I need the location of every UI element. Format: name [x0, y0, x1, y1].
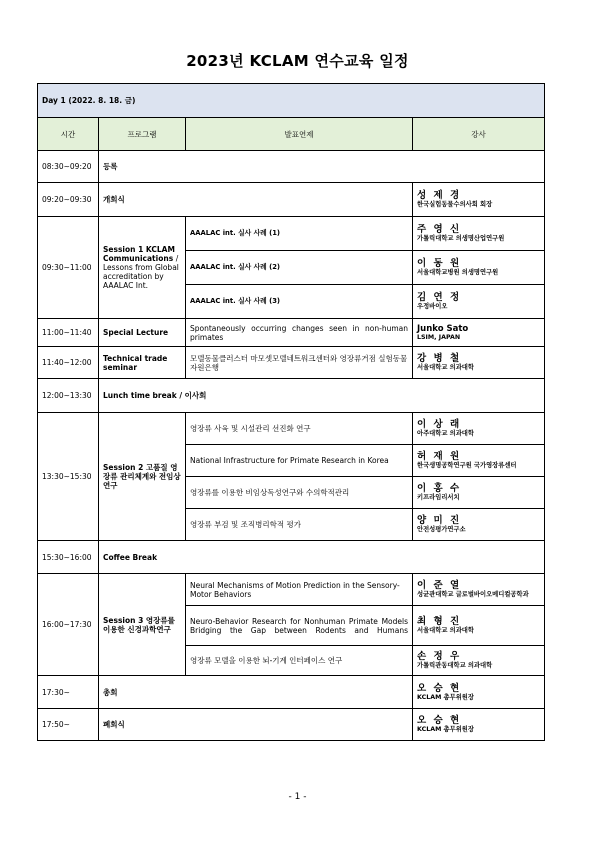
topic-cell: AAALAC int. 실사 사례 (1) [186, 217, 413, 251]
topic-cell: 영장류 부검 및 조직병리학적 평가 [186, 509, 413, 541]
header-topic: 발표연제 [186, 118, 413, 151]
speaker-cell [413, 285, 545, 319]
program-cell: 총회 [99, 676, 413, 709]
header-time: 시간 [38, 118, 99, 151]
time-cell: 17:50~ [38, 709, 99, 741]
speaker-affiliation: 아주대학교 의과대학 [417, 430, 474, 437]
table-row [38, 183, 545, 217]
program-cell: 개회식 [99, 183, 413, 217]
speaker-name: 이 준 열 [417, 580, 462, 591]
speaker-name: 김 연 정 [417, 292, 462, 303]
speaker-cell [413, 445, 545, 477]
speaker-affiliation: 한국생명공학연구원 국가영장류센터 [417, 462, 517, 469]
time-cell: 09:20~09:30 [38, 183, 99, 217]
time-cell: 17:30~ [38, 676, 99, 709]
program-cell: 등록 [99, 151, 545, 183]
speaker-affiliation: 서울대학교병원 의생명연구원 [417, 269, 499, 276]
table-row [38, 709, 545, 741]
topic-cell: AAALAC int. 실사 사례 (2) [186, 251, 413, 285]
table-row [38, 541, 545, 574]
speaker-cell [413, 477, 545, 509]
speaker-name: 오 승 현 [417, 715, 462, 726]
day-label: Day 1 (2022. 8. 18. 금) [38, 84, 545, 118]
speaker-affiliation: 한국실험동물수의사회 회장 [417, 201, 493, 208]
table-row [38, 319, 545, 347]
speaker-name: 오 승 현 [417, 682, 462, 694]
speaker-affiliation: KCLAM 총무위원장 [417, 693, 474, 701]
program-cell: Session 2 고품질 영장류 관리체계와 전임상연구 [99, 413, 186, 541]
time-cell: 15:30~16:00 [38, 541, 99, 574]
program-cell: Lunch time break / 이사회 [99, 379, 545, 413]
speaker-cell [413, 183, 545, 217]
topic-cell: National Infrastructure for Primate Research in Korea [186, 445, 413, 477]
time-cell: 08:30~09:20 [38, 151, 99, 183]
speaker-cell [413, 646, 545, 676]
table-row [38, 379, 545, 413]
speaker-cell [413, 251, 545, 285]
speaker-name: 이 상 래 [417, 419, 462, 430]
speaker-name: 강 병 철 [417, 353, 462, 364]
speaker-cell [413, 413, 545, 445]
table-row [38, 347, 545, 379]
session-title: Session 1 KCLAM Communications [103, 245, 175, 263]
speaker-name: 주 영 신 [417, 224, 462, 235]
table-row [38, 676, 545, 709]
time-cell: 09:30~11:00 [38, 217, 99, 319]
day-row [38, 84, 545, 118]
speaker-name: Junko Sato [417, 324, 469, 334]
speaker-affiliation: LSIM, JAPAN [417, 334, 461, 341]
speaker-cell [413, 509, 545, 541]
time-cell: 16:00~17:30 [38, 574, 99, 676]
page-number: - 1 - [288, 792, 307, 802]
program-cell: Technical trade seminar [99, 347, 186, 379]
header-speaker: 강사 [413, 118, 545, 151]
speaker-affiliation: 우정바이오 [417, 303, 448, 310]
speaker-cell [413, 709, 545, 741]
program-cell: 폐회식 [99, 709, 413, 741]
page-title: 2023년 KCLAM 연수교육 일정 [186, 52, 409, 70]
topic-cell: 영장류를 이용한 비임상독성연구와 수의학적관리 [186, 477, 413, 509]
time-cell: 12:00~13:30 [38, 379, 99, 413]
time-cell: 11:00~11:40 [38, 319, 99, 347]
session-subtitle: / Lessons from Global accreditation by AAALAC Int. [103, 254, 179, 290]
speaker-name: 허 재 원 [417, 451, 462, 462]
program-cell: Special Lecture [99, 319, 186, 347]
speaker-name: 성 제 경 [417, 190, 462, 201]
speaker-name: 최 형 진 [417, 616, 462, 627]
speaker-cell [413, 574, 545, 606]
speaker-cell [413, 347, 545, 379]
speaker-affiliation: KCLAM 총무위원장 [417, 726, 474, 733]
topic-cell: Neuro-Behavior Research for Nonhuman Primate Models Bridging the Gap between Rodents and Humans [186, 606, 413, 646]
topic-cell: 영장류 모델을 이용한 뇌-기계 인터페이스 연구 [186, 646, 413, 676]
time-cell: 11:40~12:00 [38, 347, 99, 379]
program-cell: Coffee Break [99, 541, 545, 574]
time-cell: 13:30~15:30 [38, 413, 99, 541]
speaker-affiliation: 서울대학교 의과대학 [417, 627, 474, 634]
table-row [38, 574, 545, 606]
speaker-affiliation: 가톨릭대학교 의생명산업연구원 [417, 235, 505, 242]
program-cell: Session 3 영장류를 이용한 신경과학연구 [99, 574, 186, 676]
table-row [38, 413, 545, 445]
topic-cell: 모델동물클러스터 마모셋모델네트워크센터와 영장류거점 실험동물자원은행 [186, 347, 413, 379]
speaker-affiliation: 성균관대학교 글로벌바이오메디컬공학과 [417, 591, 529, 598]
speaker-name: 손 정 우 [417, 651, 462, 662]
speaker-affiliation: 안전성평가연구소 [417, 526, 466, 533]
program-cell [99, 217, 186, 319]
topic-cell: Spontaneously occurring changes seen in non-human primates [186, 319, 413, 347]
speaker-name: 양 미 진 [417, 515, 462, 526]
speaker-affiliation: 키프라임리서치 [417, 494, 460, 501]
header-program: 프로그램 [99, 118, 186, 151]
speaker-cell [413, 217, 545, 251]
schedule-table [37, 83, 545, 741]
topic-cell: AAALAC int. 실사 사례 (3) [186, 285, 413, 319]
table-row [38, 217, 545, 251]
speaker-name: 이 홍 수 [417, 483, 462, 494]
speaker-name: 이 동 원 [417, 258, 462, 269]
table-row [38, 151, 545, 183]
speaker-cell [413, 606, 545, 646]
speaker-affiliation: 가톨릭관동대학교 의과대학 [417, 662, 493, 669]
speaker-affiliation: 서울대학교 의과대학 [417, 364, 474, 371]
speaker-cell [413, 676, 545, 709]
speaker-cell [413, 319, 545, 347]
topic-cell: Neural Mechanisms of Motion Prediction in the Sensory-Motor Behaviors [186, 574, 413, 606]
header-row [38, 118, 545, 151]
topic-cell: 영장류 사육 및 시설관리 선진화 연구 [186, 413, 413, 445]
